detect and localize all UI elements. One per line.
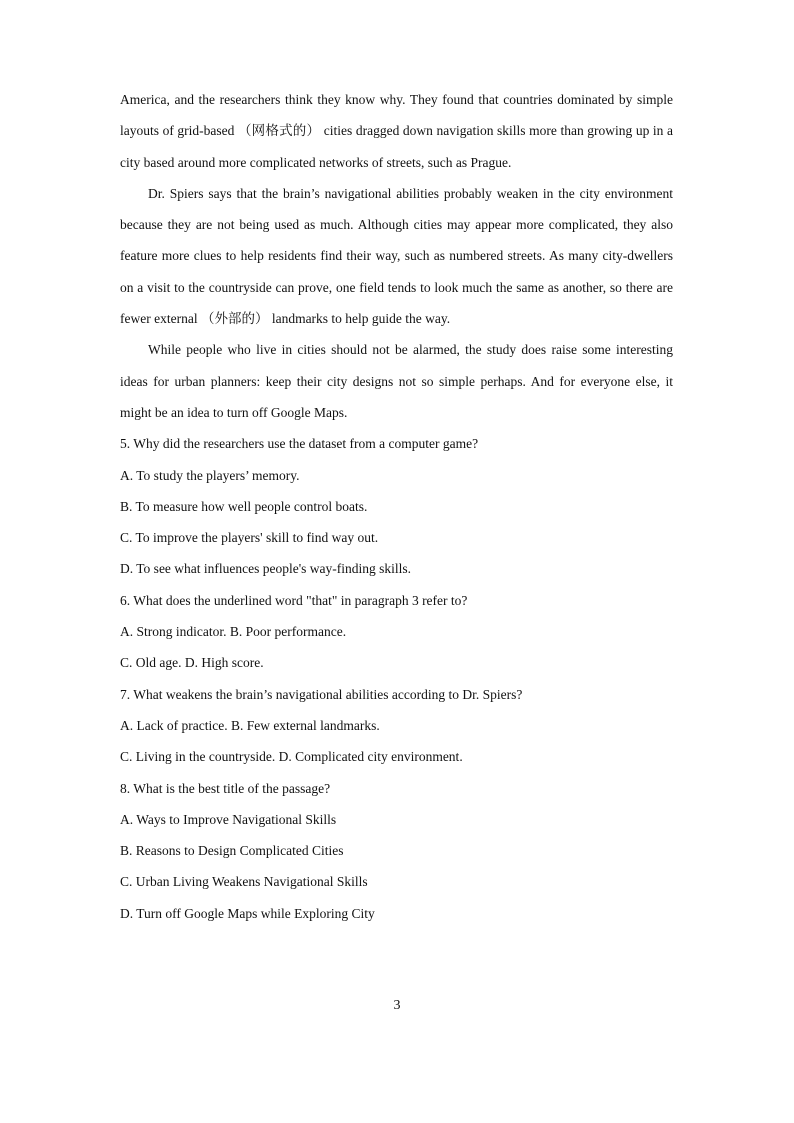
answer-option: C. To improve the players' skill to find way out.: [120, 530, 379, 546]
answer-option: C. Living in the countryside. D. Complicated city environment.: [120, 749, 463, 765]
answer-option: D. Turn off Google Maps while Exploring City: [120, 905, 375, 921]
answer-option: A. To study the players’ memory.: [120, 467, 300, 483]
question-8: [120, 773, 673, 929]
passage-paragraph: While people who live in cities should not be alarmed, the study does raise some interesting ideas for urban planners: keep their city designs not so simple perhaps. And for everyone else, it might be an idea to turn off Google Maps.: [120, 342, 673, 420]
answer-option: C. Old age. D. High score.: [120, 655, 264, 671]
question-7: [120, 679, 673, 773]
document-body: [120, 84, 673, 929]
answer-option: A. Strong indicator. B. Poor performance.: [120, 624, 347, 640]
answer-option: A. Ways to Improve Navigational Skills: [120, 811, 337, 827]
answer-option: A. Lack of practice. B. Few external landmarks.: [120, 717, 380, 733]
passage-paragraph: America, and the researchers think they know why. They found that countries dominated by simple layouts of grid-based （网格式的） cities dragged down navigation skills more than growing up in a city based around more complicated networks of streets, such as Prague.: [120, 92, 673, 170]
question-stem: 6. What does the underlined word "that" in paragraph 3 refer to?: [120, 592, 468, 608]
question-5: [120, 428, 673, 584]
answer-option: B. To measure how well people control boats.: [120, 498, 368, 514]
passage-paragraph: Dr. Spiers says that the brain’s navigational abilities probably weaken in the city environment because they are not being used as much. Although cities may appear more complicated, they also feature more clues to help residents find their way, such as numbered streets. As many city-dwellers on a visit to the countryside can prove, one field tends to look much the same as another, so there are fewer external （外部的） landmarks to help guide the way.: [120, 185, 673, 327]
question-stem: 5. Why did the researchers use the dataset from a computer game?: [120, 436, 479, 452]
answer-option: B. Reasons to Design Complicated Cities: [120, 843, 344, 859]
answer-option: D. To see what influences people's way-finding skills.: [120, 561, 412, 577]
answer-option: C. Urban Living Weakens Navigational Skills: [120, 874, 368, 890]
question-6: [120, 585, 673, 679]
question-stem: 7. What weakens the brain’s navigational abilities according to Dr. Spiers?: [120, 686, 523, 702]
page-number: 3: [393, 998, 401, 1013]
question-stem: 8. What is the best title of the passage?: [120, 780, 331, 796]
